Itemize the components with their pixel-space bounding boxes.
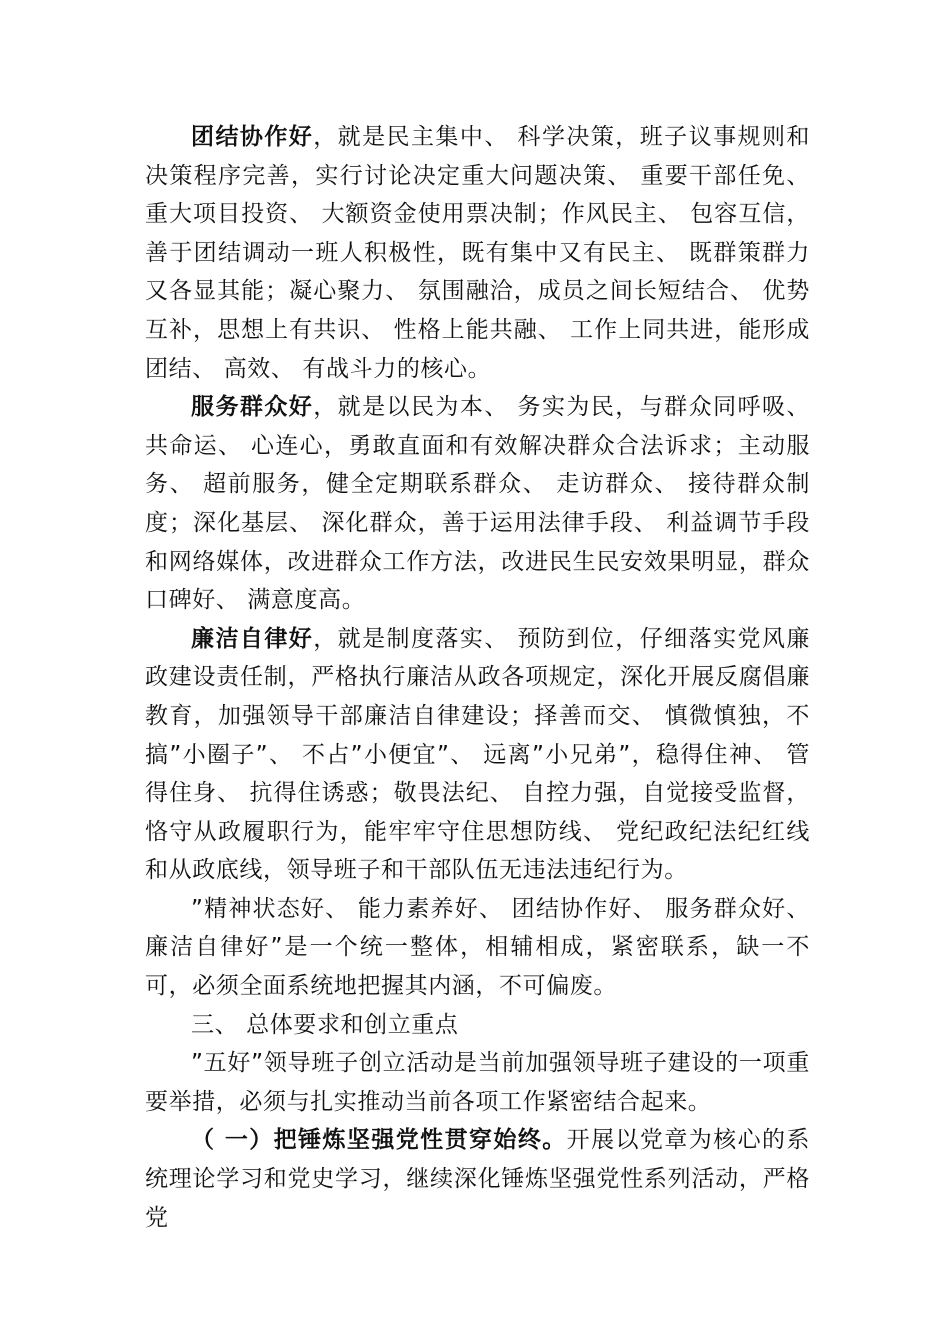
paragraph-item-one	[145, 1121, 810, 1237]
paragraph-serving-masses	[145, 388, 810, 620]
paragraph-lead: （ 一）把锤炼坚强党性贯穿始终。	[191, 1127, 567, 1154]
paragraph-body: ”五好”领导班子创立活动是当前加强领导班子建设的一项重要举措，必须与扎实推动当前各项工作紧密结合起来。	[145, 1050, 810, 1115]
paragraph-body: 开展以党章为核心的系统理论学习和党史学习，继续深化锤炼坚强党性系列活动，严格党	[145, 1127, 811, 1231]
paragraph-body: ”精神状态好、 能力素养好、 团结协作好、 服务群众好、 廉洁自律好”是一个统一整体，相辅相成，紧密联系，缺一不可，必须全面系统地把握其内涵，不可偏废。	[145, 895, 810, 1000]
paragraph-unity-cooperation	[145, 118, 810, 388]
paragraph-body: ，就是民主集中、 科学决策，班子议事规则和决策程序完善，实行讨论决定重大问题决策、 重要干部任免、 重大项目投资、 大额资金使用票决制；作风民主、 包容互信，善于团结调动一班人积极性，既有集中又有民主、 既群策群力又各显其能；凝心聚力、 氛围融洽，成员之间长短结合、 优势互补，思想上有共识、 性格上能共融、 工作上同共进，能形成团结、 高效、 有战斗力的核心。	[145, 124, 810, 382]
document-page	[145, 118, 810, 1237]
paragraph-body: ，就是以民为本、 务实为民，与群众同呼吸、 共命运、 心连心，勇敢直面和有效解决群众合法诉求；主动服务、 超前服务，健全定期联系群众、 走访群众、 接待群众制度；深化基层、 深化群众，善于运用法律手段、 利益调节手段和网络媒体，改进群众工作方法，改进民生民安效果明显，群众口碑好、 满意度高。	[145, 394, 810, 614]
section-heading	[145, 1006, 810, 1045]
paragraph-summary	[145, 890, 810, 1006]
paragraph-five-good-intro	[145, 1044, 810, 1121]
paragraph-body: ，就是制度落实、 预防到位，仔细落实党风廉政建设责任制，严格执行廉洁从政各项规定，深化开展反腐倡廉教育，加强领导干部廉洁自律建设；择善而交、 慎微慎独，不搞”小圈子”、 不占”小便宜”、 远离”小兄弟”，稳得住神、 管得住身、 抗得住诱惑；敬畏法纪、 自控力强，自觉接受监督，恪守从政履职行为，能牢牢守住思想防线、 党纪政纪法纪红线和从政底线，领导班子和干部队伍无违法违纪行为。	[145, 625, 810, 884]
paragraph-lead: 服务群众好	[191, 394, 314, 421]
paragraph-integrity-discipline	[145, 620, 810, 890]
paragraph-lead: 团结协作好	[191, 124, 314, 150]
paragraph-body: 三、 总体要求和创立重点	[191, 1011, 459, 1038]
paragraph-lead: 廉洁自律好	[191, 625, 314, 652]
